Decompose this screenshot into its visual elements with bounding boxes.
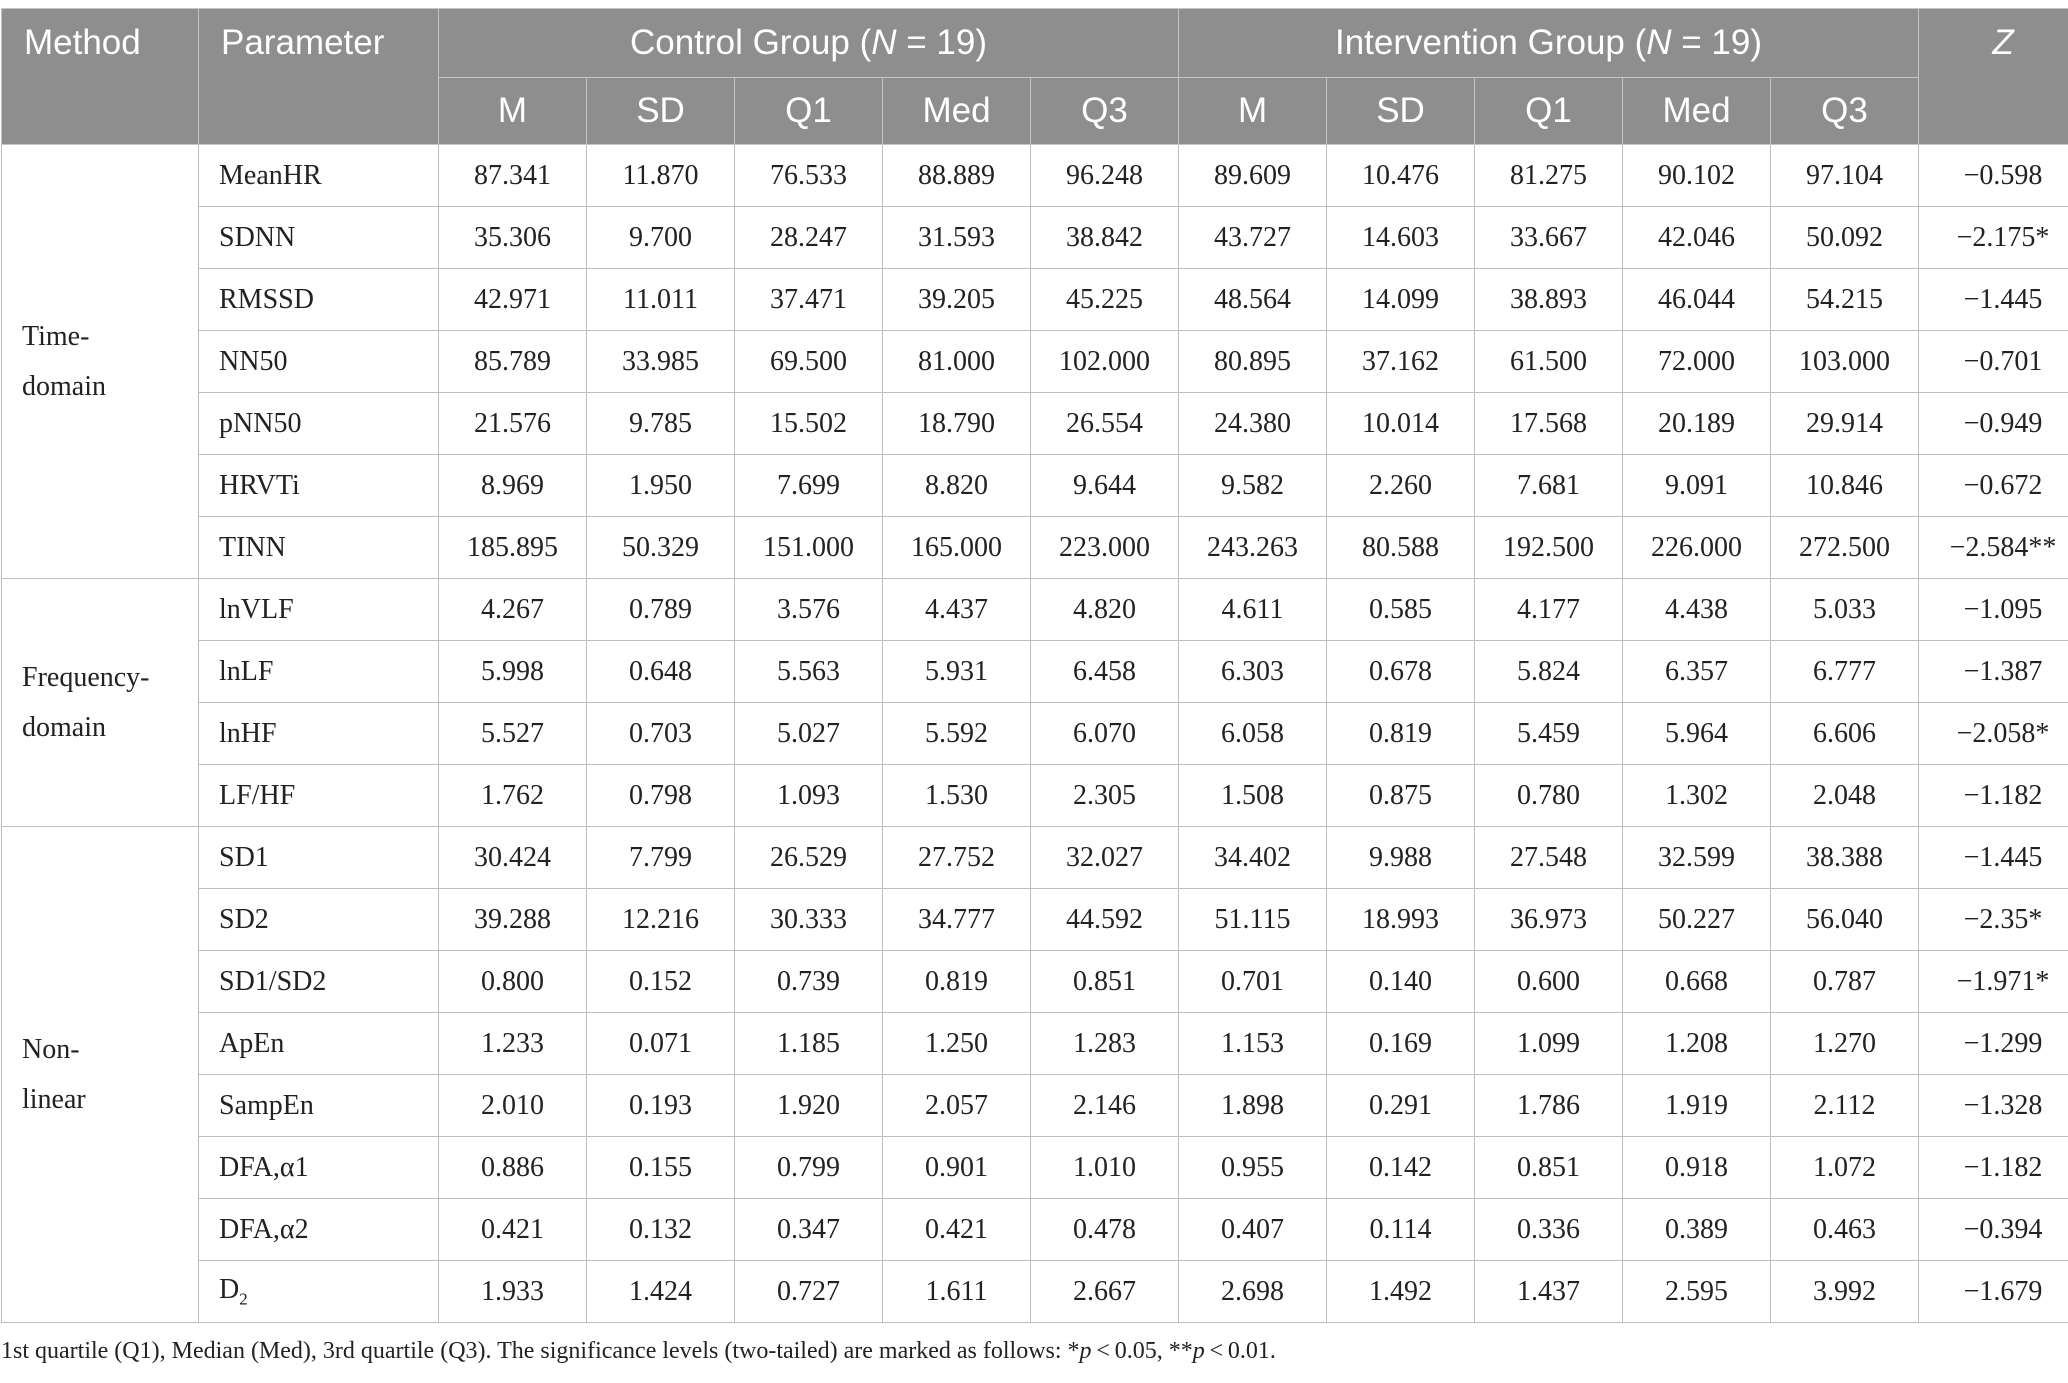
intervention-value-cell: 43.727 [1179, 207, 1327, 269]
control-value-cell: 5.027 [735, 703, 883, 765]
control-value-cell: 1.762 [439, 765, 587, 827]
parameter-label: lnLF [219, 655, 274, 687]
intervention-value-cell: 9.582 [1179, 455, 1327, 517]
intervention-value-cell: 34.402 [1179, 827, 1327, 889]
intervention-value-cell: 0.875 [1327, 765, 1475, 827]
intervention-value-cell: 3.992 [1771, 1261, 1919, 1323]
control-value-cell: 2.667 [1031, 1261, 1179, 1323]
intervention-group-header: Intervention Group (N = 19) [1179, 9, 1919, 78]
parameter-label: SD2 [219, 903, 269, 935]
intervention-value-cell: 1.786 [1475, 1075, 1623, 1137]
control-sd-header: SD [587, 78, 735, 145]
table-row [2, 269, 2068, 331]
control-m-header: M [439, 78, 587, 145]
parameter-label: SDNN [219, 221, 296, 253]
control-value-cell: 2.305 [1031, 765, 1179, 827]
intervention-value-cell: 5.824 [1475, 641, 1623, 703]
control-value-cell: 1.185 [735, 1013, 883, 1075]
control-value-cell: 102.000 [1031, 331, 1179, 393]
intervention-value-cell: 5.459 [1475, 703, 1623, 765]
parameter-label: SD1/SD2 [219, 965, 327, 997]
intervention-value-cell: 2.260 [1327, 455, 1475, 517]
intervention-m-header: M [1179, 78, 1327, 145]
z-value-cell: −1.387 [1919, 641, 2068, 703]
intervention-value-cell: 0.463 [1771, 1199, 1919, 1261]
control-value-cell: 0.901 [883, 1137, 1031, 1199]
table-row [2, 207, 2068, 269]
intervention-value-cell: 80.895 [1179, 331, 1327, 393]
parameter-label: D [219, 1273, 240, 1305]
intervention-value-cell: 10.476 [1327, 145, 1475, 207]
parameter-label: ApEn [219, 1027, 285, 1059]
intervention-value-cell: 90.102 [1623, 145, 1771, 207]
intervention-value-cell: 0.407 [1179, 1199, 1327, 1261]
intervention-value-cell: 4.438 [1623, 579, 1771, 641]
control-value-cell: 69.500 [735, 331, 883, 393]
intervention-value-cell: 72.000 [1623, 331, 1771, 393]
intervention-value-cell: 80.588 [1327, 517, 1475, 579]
control-value-cell: 87.341 [439, 145, 587, 207]
table-row [2, 1261, 2068, 1323]
control-value-cell: 1.233 [439, 1013, 587, 1075]
intervention-value-cell: 5.964 [1623, 703, 1771, 765]
intervention-value-cell: 50.092 [1771, 207, 1919, 269]
control-value-cell: 50.329 [587, 517, 735, 579]
control-value-cell: 0.819 [883, 951, 1031, 1013]
control-value-cell: 3.576 [735, 579, 883, 641]
parameter-cell [199, 703, 439, 765]
z-value-cell: −2.35* [1919, 889, 2068, 951]
intervention-value-cell: 6.058 [1179, 703, 1327, 765]
z-value-cell: −1.299 [1919, 1013, 2068, 1075]
control-value-cell: 0.798 [587, 765, 735, 827]
intervention-value-cell: 243.263 [1179, 517, 1327, 579]
intervention-value-cell: 2.698 [1179, 1261, 1327, 1323]
control-value-cell: 9.785 [587, 393, 735, 455]
intervention-value-cell: 0.787 [1771, 951, 1919, 1013]
intervention-value-cell: 10.014 [1327, 393, 1475, 455]
parameter-label: NN50 [219, 345, 288, 377]
control-value-cell: 33.985 [587, 331, 735, 393]
intervention-value-cell: 42.046 [1623, 207, 1771, 269]
intervention-value-cell: 54.215 [1771, 269, 1919, 331]
z-value-cell: −1.182 [1919, 765, 2068, 827]
parameter-cell [199, 145, 439, 207]
control-value-cell: 11.011 [587, 269, 735, 331]
control-value-cell: 5.527 [439, 703, 587, 765]
parameter-cell [199, 641, 439, 703]
control-value-cell: 7.699 [735, 455, 883, 517]
control-value-cell: 151.000 [735, 517, 883, 579]
table-row [2, 703, 2068, 765]
intervention-value-cell: 0.169 [1327, 1013, 1475, 1075]
parameter-cell [199, 951, 439, 1013]
z-value-cell: −1.445 [1919, 269, 2068, 331]
intervention-value-cell: 0.678 [1327, 641, 1475, 703]
control-value-cell: 4.437 [883, 579, 1031, 641]
parameter-label: LF/HF [219, 779, 296, 811]
control-value-cell: 2.146 [1031, 1075, 1179, 1137]
control-value-cell: 0.421 [439, 1199, 587, 1261]
intervention-value-cell: 4.177 [1475, 579, 1623, 641]
intervention-value-cell: 0.600 [1475, 951, 1623, 1013]
z-value-cell: −1.328 [1919, 1075, 2068, 1137]
control-value-cell: 38.842 [1031, 207, 1179, 269]
intervention-sd-header: SD [1327, 78, 1475, 145]
control-value-cell: 30.333 [735, 889, 883, 951]
table-row [2, 331, 2068, 393]
intervention-value-cell: 6.357 [1623, 641, 1771, 703]
control-value-cell: 1.010 [1031, 1137, 1179, 1199]
table-body [2, 145, 2068, 1323]
control-value-cell: 0.703 [587, 703, 735, 765]
intervention-value-cell: 29.914 [1771, 393, 1919, 455]
intervention-value-cell: 97.104 [1771, 145, 1919, 207]
control-value-cell: 2.057 [883, 1075, 1031, 1137]
table-row [2, 951, 2068, 1013]
control-value-cell: 9.644 [1031, 455, 1179, 517]
z-value-cell: −1.095 [1919, 579, 2068, 641]
parameter-cell [199, 1137, 439, 1199]
intervention-value-cell: 46.044 [1623, 269, 1771, 331]
parameter-cell [199, 765, 439, 827]
control-value-cell: 12.216 [587, 889, 735, 951]
control-value-cell: 0.132 [587, 1199, 735, 1261]
intervention-value-cell: 2.048 [1771, 765, 1919, 827]
control-value-cell: 42.971 [439, 269, 587, 331]
intervention-value-cell: 37.162 [1327, 331, 1475, 393]
intervention-value-cell: 0.918 [1623, 1137, 1771, 1199]
control-value-cell: 6.458 [1031, 641, 1179, 703]
intervention-value-cell: 6.777 [1771, 641, 1919, 703]
intervention-value-cell: 56.040 [1771, 889, 1919, 951]
control-value-cell: 5.592 [883, 703, 1031, 765]
control-value-cell: 30.424 [439, 827, 587, 889]
control-value-cell: 1.920 [735, 1075, 883, 1137]
z-value-cell: −2.175* [1919, 207, 2068, 269]
control-value-cell: 5.931 [883, 641, 1031, 703]
control-value-cell: 1.283 [1031, 1013, 1179, 1075]
intervention-value-cell: 0.819 [1327, 703, 1475, 765]
control-value-cell: 1.950 [587, 455, 735, 517]
intervention-value-cell: 1.153 [1179, 1013, 1327, 1075]
intervention-value-cell: 0.955 [1179, 1137, 1327, 1199]
control-value-cell: 0.886 [439, 1137, 587, 1199]
intervention-value-cell: 1.208 [1623, 1013, 1771, 1075]
parameter-header: Parameter [199, 9, 439, 145]
control-value-cell: 9.700 [587, 207, 735, 269]
parameter-label: SampEn [219, 1089, 314, 1121]
table-row [2, 889, 2068, 951]
control-value-cell: 0.421 [883, 1199, 1031, 1261]
intervention-q1-header: Q1 [1475, 78, 1623, 145]
parameter-cell [199, 393, 439, 455]
intervention-value-cell: 192.500 [1475, 517, 1623, 579]
intervention-value-cell: 1.492 [1327, 1261, 1475, 1323]
intervention-value-cell: 226.000 [1623, 517, 1771, 579]
intervention-value-cell: 1.919 [1623, 1075, 1771, 1137]
table-row [2, 393, 2068, 455]
intervention-value-cell: 17.568 [1475, 393, 1623, 455]
intervention-value-cell: 10.846 [1771, 455, 1919, 517]
control-value-cell: 31.593 [883, 207, 1031, 269]
control-q1-header: Q1 [735, 78, 883, 145]
z-value-cell: −0.949 [1919, 393, 2068, 455]
parameter-cell [199, 331, 439, 393]
method-header: Method [2, 9, 199, 145]
intervention-value-cell: 38.388 [1771, 827, 1919, 889]
table-row [2, 517, 2068, 579]
control-value-cell: 0.193 [587, 1075, 735, 1137]
control-group-header: Control Group (N = 19) [439, 9, 1179, 78]
control-value-cell: 26.529 [735, 827, 883, 889]
control-value-cell: 1.093 [735, 765, 883, 827]
intervention-value-cell: 103.000 [1771, 331, 1919, 393]
intervention-value-cell: 32.599 [1623, 827, 1771, 889]
intervention-value-cell: 24.380 [1179, 393, 1327, 455]
table-row [2, 1199, 2068, 1261]
intervention-value-cell: 0.668 [1623, 951, 1771, 1013]
parameter-cell [199, 1013, 439, 1075]
control-value-cell: 15.502 [735, 393, 883, 455]
parameter-label: SD1 [219, 841, 269, 873]
control-value-cell: 18.790 [883, 393, 1031, 455]
control-q3-header: Q3 [1031, 78, 1179, 145]
method-cell: Time-domain [2, 145, 199, 579]
parameter-subscript: 2 [239, 1289, 248, 1309]
control-value-cell: 0.648 [587, 641, 735, 703]
table-row [2, 145, 2068, 207]
control-value-cell: 0.727 [735, 1261, 883, 1323]
table-header [2, 9, 2068, 145]
intervention-value-cell: 1.302 [1623, 765, 1771, 827]
z-value-cell: −2.584** [1919, 517, 2068, 579]
table-row [2, 579, 2068, 641]
control-value-cell: 223.000 [1031, 517, 1179, 579]
table-row [2, 827, 2068, 889]
control-value-cell: 0.851 [1031, 951, 1179, 1013]
intervention-value-cell: 9.091 [1623, 455, 1771, 517]
control-value-cell: 81.000 [883, 331, 1031, 393]
parameter-cell [199, 1199, 439, 1261]
intervention-value-cell: 50.227 [1623, 889, 1771, 951]
intervention-value-cell: 20.189 [1623, 393, 1771, 455]
table-row [2, 641, 2068, 703]
parameter-cell [199, 579, 439, 641]
table-row [2, 1075, 2068, 1137]
control-value-cell: 28.247 [735, 207, 883, 269]
parameter-cell [199, 207, 439, 269]
method-cell: Non-linear [2, 827, 199, 1323]
control-value-cell: 4.820 [1031, 579, 1179, 641]
control-value-cell: 32.027 [1031, 827, 1179, 889]
control-value-cell: 0.799 [735, 1137, 883, 1199]
parameter-label: TINN [219, 531, 286, 563]
control-value-cell: 76.533 [735, 145, 883, 207]
control-value-cell: 165.000 [883, 517, 1031, 579]
z-value-cell: −1.679 [1919, 1261, 2068, 1323]
control-value-cell: 27.752 [883, 827, 1031, 889]
z-header: Z [1919, 9, 2068, 145]
intervention-value-cell: 14.099 [1327, 269, 1475, 331]
intervention-value-cell: 0.389 [1623, 1199, 1771, 1261]
control-value-cell: 45.225 [1031, 269, 1179, 331]
control-value-cell: 21.576 [439, 393, 587, 455]
z-value-cell: −1.971* [1919, 951, 2068, 1013]
intervention-value-cell: 1.072 [1771, 1137, 1919, 1199]
control-value-cell: 39.288 [439, 889, 587, 951]
parameter-cell [199, 517, 439, 579]
intervention-value-cell: 81.275 [1475, 145, 1623, 207]
intervention-value-cell: 61.500 [1475, 331, 1623, 393]
intervention-value-cell: 5.033 [1771, 579, 1919, 641]
parameter-cell [199, 827, 439, 889]
intervention-value-cell: 6.303 [1179, 641, 1327, 703]
control-value-cell: 0.347 [735, 1199, 883, 1261]
hrv-results-table [1, 8, 2068, 1323]
intervention-value-cell: 272.500 [1771, 517, 1919, 579]
parameter-label: DFA,α2 [219, 1213, 309, 1245]
z-value-cell: −1.182 [1919, 1137, 2068, 1199]
control-value-cell: 0.152 [587, 951, 735, 1013]
table-row [2, 1013, 2068, 1075]
intervention-value-cell: 1.270 [1771, 1013, 1919, 1075]
parameter-cell [199, 1261, 439, 1323]
intervention-value-cell: 0.336 [1475, 1199, 1623, 1261]
table-row [2, 455, 2068, 517]
control-value-cell: 1.250 [883, 1013, 1031, 1075]
control-value-cell: 0.071 [587, 1013, 735, 1075]
intervention-value-cell: 48.564 [1179, 269, 1327, 331]
intervention-q3-header: Q3 [1771, 78, 1919, 145]
parameter-label: HRVTi [219, 469, 300, 501]
control-value-cell: 2.010 [439, 1075, 587, 1137]
control-value-cell: 0.739 [735, 951, 883, 1013]
control-value-cell: 8.969 [439, 455, 587, 517]
parameter-label: pNN50 [219, 407, 302, 439]
intervention-value-cell: 27.548 [1475, 827, 1623, 889]
control-value-cell: 88.889 [883, 145, 1031, 207]
table-footnote: 1st quartile (Q1), Median (Med), 3rd quartile (Q3). The significance levels (two-tailed) are marked as follows: *p < 0.05, **p < 0.01. [1, 1338, 1276, 1364]
z-value-cell: −1.445 [1919, 827, 2068, 889]
intervention-value-cell: 1.508 [1179, 765, 1327, 827]
control-value-cell: 5.563 [735, 641, 883, 703]
intervention-value-cell: 0.701 [1179, 951, 1327, 1013]
parameter-cell [199, 455, 439, 517]
control-value-cell: 0.789 [587, 579, 735, 641]
intervention-value-cell: 4.611 [1179, 579, 1327, 641]
control-value-cell: 34.777 [883, 889, 1031, 951]
intervention-value-cell: 38.893 [1475, 269, 1623, 331]
intervention-value-cell: 0.142 [1327, 1137, 1475, 1199]
intervention-med-header: Med [1623, 78, 1771, 145]
control-med-header: Med [883, 78, 1031, 145]
control-value-cell: 1.611 [883, 1261, 1031, 1323]
intervention-value-cell: 33.667 [1475, 207, 1623, 269]
control-value-cell: 44.592 [1031, 889, 1179, 951]
control-value-cell: 0.155 [587, 1137, 735, 1199]
control-value-cell: 35.306 [439, 207, 587, 269]
intervention-value-cell: 0.291 [1327, 1075, 1475, 1137]
method-cell: Frequency-domain [2, 579, 199, 827]
parameter-label: RMSSD [219, 283, 314, 315]
control-value-cell: 37.471 [735, 269, 883, 331]
control-value-cell: 4.267 [439, 579, 587, 641]
control-value-cell: 11.870 [587, 145, 735, 207]
parameter-cell [199, 889, 439, 951]
control-value-cell: 0.800 [439, 951, 587, 1013]
control-value-cell: 5.998 [439, 641, 587, 703]
control-value-cell: 185.895 [439, 517, 587, 579]
intervention-value-cell: 6.606 [1771, 703, 1919, 765]
z-value-cell: −0.672 [1919, 455, 2068, 517]
intervention-value-cell: 14.603 [1327, 207, 1475, 269]
control-value-cell: 1.933 [439, 1261, 587, 1323]
intervention-value-cell: 1.898 [1179, 1075, 1327, 1137]
control-value-cell: 7.799 [587, 827, 735, 889]
intervention-value-cell: 0.851 [1475, 1137, 1623, 1199]
z-value-cell: −0.701 [1919, 331, 2068, 393]
z-value-cell: −0.394 [1919, 1199, 2068, 1261]
parameter-label: lnVLF [219, 593, 294, 625]
intervention-value-cell: 51.115 [1179, 889, 1327, 951]
table-row [2, 765, 2068, 827]
intervention-value-cell: 0.585 [1327, 579, 1475, 641]
intervention-value-cell: 2.595 [1623, 1261, 1771, 1323]
table-container [0, 8, 2068, 1323]
control-value-cell: 39.205 [883, 269, 1031, 331]
intervention-value-cell: 1.099 [1475, 1013, 1623, 1075]
control-value-cell: 6.070 [1031, 703, 1179, 765]
table-row [2, 1137, 2068, 1199]
control-value-cell: 1.424 [587, 1261, 735, 1323]
z-value-cell: −0.598 [1919, 145, 2068, 207]
intervention-value-cell: 7.681 [1475, 455, 1623, 517]
control-value-cell: 85.789 [439, 331, 587, 393]
parameter-label: DFA,α1 [219, 1151, 309, 1183]
intervention-value-cell: 18.993 [1327, 889, 1475, 951]
intervention-value-cell: 0.780 [1475, 765, 1623, 827]
control-value-cell: 0.478 [1031, 1199, 1179, 1261]
intervention-value-cell: 89.609 [1179, 145, 1327, 207]
control-value-cell: 26.554 [1031, 393, 1179, 455]
intervention-value-cell: 9.988 [1327, 827, 1475, 889]
control-value-cell: 1.530 [883, 765, 1031, 827]
z-value-cell: −2.058* [1919, 703, 2068, 765]
control-value-cell: 8.820 [883, 455, 1031, 517]
intervention-value-cell: 2.112 [1771, 1075, 1919, 1137]
intervention-value-cell: 0.140 [1327, 951, 1475, 1013]
parameter-cell [199, 1075, 439, 1137]
control-value-cell: 96.248 [1031, 145, 1179, 207]
parameter-label: lnHF [219, 717, 277, 749]
intervention-value-cell: 1.437 [1475, 1261, 1623, 1323]
intervention-value-cell: 36.973 [1475, 889, 1623, 951]
parameter-cell [199, 269, 439, 331]
intervention-value-cell: 0.114 [1327, 1199, 1475, 1261]
parameter-label: MeanHR [219, 159, 322, 191]
